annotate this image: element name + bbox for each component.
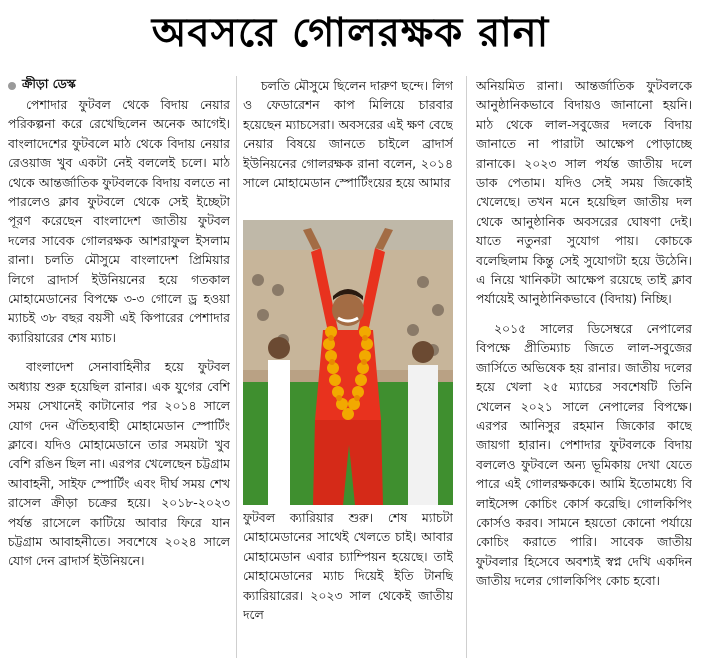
paragraph: বাংলাদেশ সেনাবাহিনীর হয়ে ফুটবল অধ্যায় শুরু হয়েছিল রানার। এক যুগের বেশি সময় সেখানেই কাটানোর পর ২০১৪ সালে যোগ দেন ঐতিহ্যবাহী মোহামেডান স্পোর্টিং ক্লাবে। যদিও মোহামেডানে তার সময়টা খুব বেশি রঙিন ছিল না। এরপর খেলেছেন চট্টগ্রাম আবাহনী, সাইফ স্পোর্টিং এবং দীর্ঘ সময় শেখ রাসেল ক্রীড়া চক্রের হয়ে। ২০১৮-২০২৩ পর্যন্ত রাসেলে কাটিয়ে আবার ফিরে যান চট্টগ্রাম আবাহনীতে। সবশেষে ২০২৪ সালে যোগ দেন ব্রাদার্স ইউনিয়নে। <box>8 359 230 569</box>
column-divider <box>466 76 467 658</box>
bullet-icon <box>8 82 16 90</box>
headline: অবসরে গোলরক্ষক রানা <box>151 8 550 56</box>
column-divider <box>236 76 237 658</box>
goalkeeper-photo <box>243 220 453 505</box>
paragraph: ২০১৫ সালের ডিসেম্বরে নেপালের বিপক্ষে প্রীতিম্যাচ জিতে লাল-সবুজের জার্সিতে অভিষেক হয় রানার। জাতীয় দলের হয়ে খেলা ২৫ ম্যাচের সবশেষটি তিনি খেলেন ২০২১ সালে নেপালের বিপক্ষে। এরপর আনিসুর রহমান জিকোর কাছে জায়গা হারান। পেশাদার ফুটবলকে বিদায় বললেও ফুটবলে অন্য ভূমিকায় দেখা যেতে পারে এই গোলরক্ষককে। আমি ইতোমধ্যে বি লাইসেন্স কোচিং কোর্স করেছি। গোলকিপিং কোর্সও করব। সামনে হয়তো কোনো পর্যায়ে কোচিং করাতে পারি। সাবেক জাতীয় ফুটবলার হিসেবে অবশ্যই স্বপ্ন দেখি একদিন জাতীয় দলের গোলকিপিং কোচ হবো। <box>476 320 692 589</box>
article-column-1 <box>8 76 230 661</box>
paragraph: চলতি মৌসুমে ছিলেন দারুণ ছন্দে। লিগ ও ফেডারেশন কাপ মিলিয়ে চারবার হয়েছেন ম্যাচসেরা। অবসরের এই ক্ষণ বেছে নেয়ার বিষয়ে জানতে চাইলে ব্রাদার্স ইউনিয়নের গোলরক্ষক রানা বলেন, ২০১৪ সালে মোহামেডান স্পোর্টিংয়ের হয়ে আমার <box>243 78 453 191</box>
paragraph: ফুটবল ক্যারিয়ার শুরু। শেষ ম্যাচটা মোহামেডানের সাথেই খেলতে চাই। আবার মোহামেডান এবার চ্যাম্পিয়ন হয়েছে। তাই মোহামেডানের ম্যাচ দিয়েই ইতি টানছি ক্যারিয়ারের। ২০২৩ সাল থেকেই জাতীয় দলে <box>243 510 453 623</box>
article-column-2-top <box>243 76 453 216</box>
article-column-3 <box>476 76 692 661</box>
article-column-2-bottom <box>243 508 453 658</box>
byline <box>8 76 230 95</box>
article-photo <box>243 220 453 505</box>
byline-text: ক্রীড়া ডেস্ক <box>22 76 76 91</box>
paragraph: পেশাদার ফুটবল থেকে বিদায় নেয়ার পরিকল্পনা করে রেখেছিলেন অনেক আগেই। বাংলাদেশের ফুটবলে মাঠ থেকে বিদায় নেয়ার রেওয়াজ খুব একটা নেই বললেই চলে। মাঠ থেকে আন্তর্জাতিক ফুটবলকে বিদায় বলতে না পারলেও ক্লাব ফুটবলে থেকে সেই ইচ্ছেটা পূরণ করেছেন বাংলাদেশ জাতীয় ফুটবল দলের সাবেক গোলরক্ষক আশরাফুল ইসলাম রানা। চলতি মৌসুমে বাংলাদেশ প্রিমিয়ার লিগে ব্রাদার্স ইউনিয়নের হয়ে গতকাল মোহামেডানের বিপক্ষে ৩-৩ গোলে ড্র হওয়া ম্যাচই ৩৮ বছর বয়সী এই কিপারের পেশাদার ক্যারিয়ারের শেষ ম্যাচ। <box>8 97 230 345</box>
paragraph: অনিয়মিত রানা। আন্তর্জাতিক ফুটবলকে আনুষ্ঠানিকভাবে বিদায়ও জানানো হয়নি। মাঠ থেকে লাল-সবুজের দলকে বিদায় জানাতে না পারাটা আক্ষেপ পোড়াচ্ছে রানাকে। ২০২৩ সাল পর্যন্ত জাতীয় দলে ডাক পেতাম। যদিও সেই সময় জিকোই খেলেছে। তখন মনে হয়েছিল জাতীয় দল থেকে আনুষ্ঠানিক অবসরের ঘোষণা দেই। যাতে নতুনরা সুযোগ পায়। কোচকে বলেছিলাম কিন্তু সেই সুযোগটা হয়ে উঠেনি। এ নিয়ে খানিকটা আক্ষেপ রয়েছে তাই ক্লাব পর্যায়েই আনুষ্ঠানিকভাবে (বিদায়) নিচ্ছি। <box>476 78 692 307</box>
